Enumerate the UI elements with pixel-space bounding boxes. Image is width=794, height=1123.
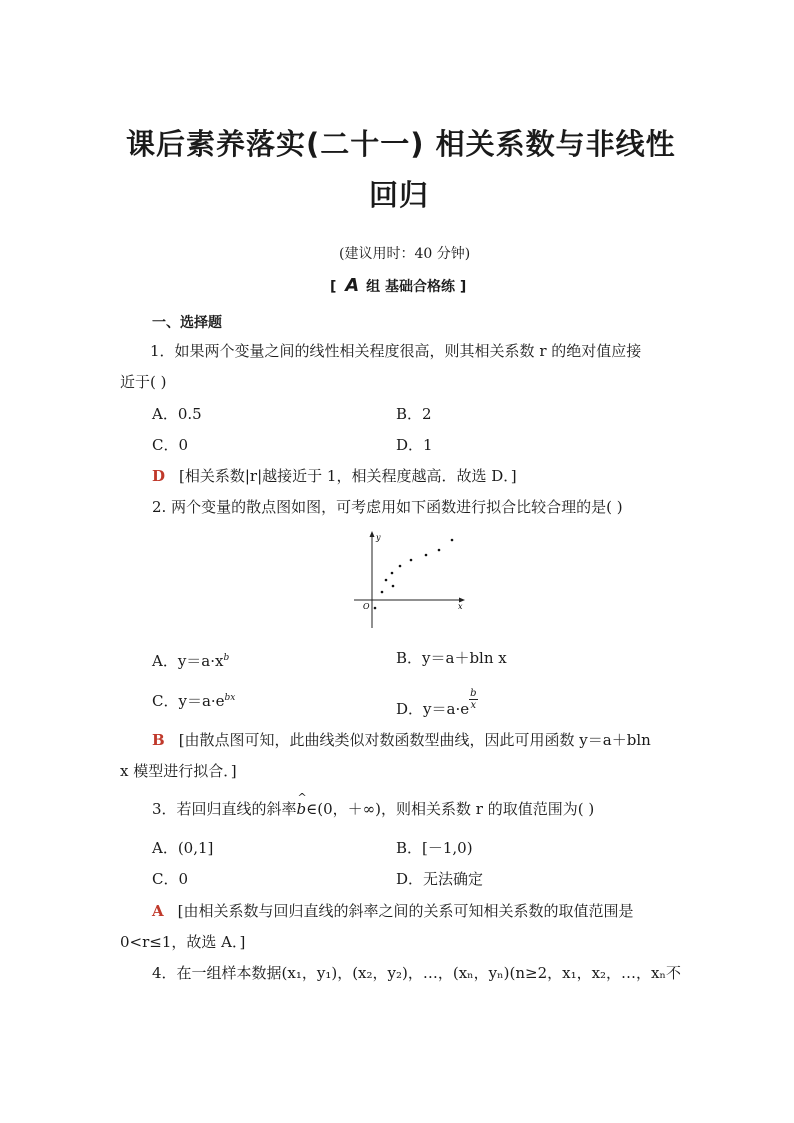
page-title-line1: 课后素养落实(二十一) 相关系数与非线性 [126,127,676,161]
q3-answer [152,901,634,921]
q3-answer-letter: A [152,902,164,920]
group-open-bracket: [ [330,279,337,295]
scatter-point [381,591,384,594]
q1-option-c: C．0 [152,436,189,454]
q2-option-a [152,648,229,671]
q3-b-hat [296,791,307,819]
scatter-point [438,549,441,552]
q2-option-c [152,688,235,711]
section-heading: 一、选择题 [152,315,222,331]
q2-option-b: B．y＝a＋bln x [396,649,507,667]
hat-symbol: ^ [297,791,307,804]
scatter-point [425,554,428,557]
time-suggestion: (建议用时：40 分钟) [339,246,471,262]
page-title-line2: 回归 [369,178,430,212]
q2-answer-line2: x 模型进行拟合．] [120,762,237,780]
scatter-plot [350,528,470,630]
scatter-point [385,579,388,582]
q3-answer-line1: [由相关系数与回归直线的斜率之间的关系可知相关系数的取值范围是 [177,902,634,920]
scatter-origin-label: O [363,602,370,611]
scatter-point [451,539,454,542]
scatter-y-arrow [370,531,375,537]
scatter-point [391,572,394,575]
scatter-y-label: y [376,533,381,542]
q2-option-d-numerator: b [470,688,477,699]
q3-b-letter: b [296,800,307,818]
scatter-point [392,585,395,588]
q1-answer [152,466,517,486]
q2-answer-line1: [由散点图可知，此曲线类似对数函数型曲线，因此可用函数 y＝a＋bln [178,731,651,749]
scatter-point [410,559,413,562]
q3-option-a: A．(0,1] [152,839,214,857]
q1-option-d: D．1 [396,436,433,454]
q4-stem: 4．在一组样本数据(x₁，y₁)，(x₂，y₂)，…，(xₙ，yₙ)(n≥2，x₁，x₂，…，xₙ不 [152,964,682,982]
group-heading [330,275,466,296]
q2-answer [152,730,651,750]
scatter-point [374,607,377,610]
group-close-bracket: ] [459,279,467,295]
q2-answer-letter: B [152,731,165,749]
q2-stem: 2. 两个变量的散点图如图，可考虑用如下函数进行拟合比较合理的是( ) [152,498,623,516]
q2-option-c-exponent: bx [224,693,236,703]
q1-answer-letter: D [152,467,166,485]
q3-option-b: B．[－1,0) [396,839,473,857]
q2-option-d-text: D．y＝a·e [396,700,470,718]
q2-option-d-denominator: x [470,700,477,711]
q3-stem [152,791,595,819]
q3-stem-pre: 3．若回归直线的斜率 [152,800,297,818]
group-label: 组 基础合格练 [366,279,455,295]
q3-option-c: C．0 [152,870,189,888]
q2-option-c-text: C．y＝a·e [152,692,225,710]
q2-option-a-text: A．y＝a·x [152,652,224,670]
q3-stem-post: ∈(0，＋∞)，则相关系数 r 的取值范围为( ) [306,800,595,818]
q1-answer-text: [相关系数|r|越接近于 1，相关程度越高．故选 D．] [179,467,517,485]
group-badge: A [345,275,360,296]
q1-stem-line2: 近于( ) [120,373,167,391]
q3-answer-line2: 0<r≤1，故选 A．] [120,933,246,951]
scatter-x-label: x [458,602,463,611]
scatter-point [399,565,402,568]
q2-option-d [396,688,478,719]
q2-option-a-exponent: b [223,653,230,663]
q3-option-d: D．无法确定 [396,870,484,888]
q1-option-b: B．2 [396,405,432,423]
q1-option-a: A．0.5 [152,405,202,423]
q2-option-d-fraction [469,688,477,711]
q1-stem-line1: 1．如果两个变量之间的线性相关程度很高，则其相关系数 r 的绝对值应接 [150,342,642,360]
